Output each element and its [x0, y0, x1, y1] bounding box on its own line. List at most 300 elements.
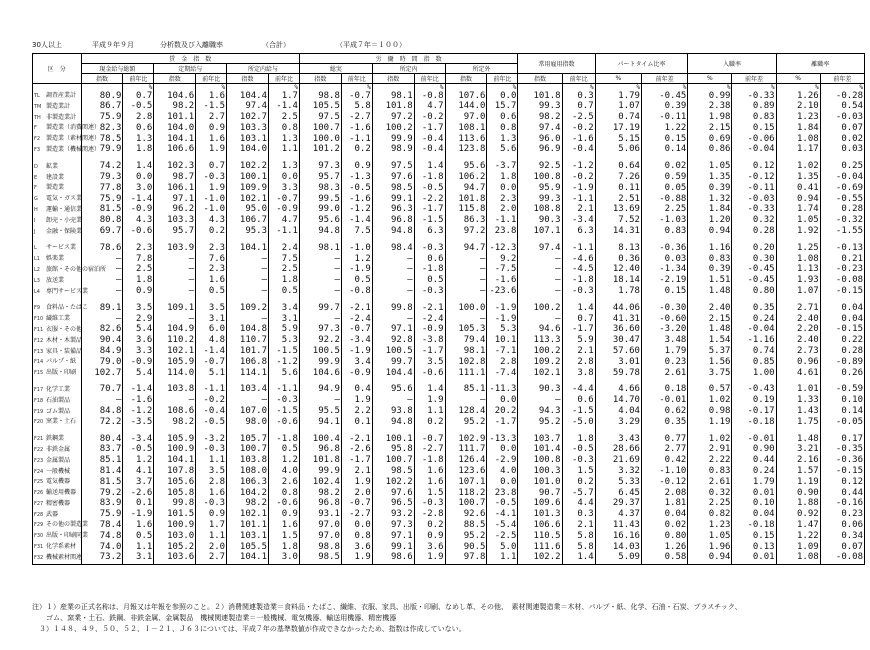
- value-cell: 98.2: [154, 417, 196, 428]
- table-row: [33, 477, 865, 488]
- industry-name: 精密機器: [46, 499, 71, 507]
- value-cell: 0.04: [732, 510, 776, 521]
- value-cell: 104.1: [154, 134, 196, 145]
- value-cell: 3.3: [123, 347, 154, 358]
- value-cell: -0.9: [123, 357, 154, 368]
- value-cell: -0.5: [562, 445, 595, 456]
- value-cell: 102.1: [227, 194, 269, 205]
- value-cell: 97.5: [299, 113, 341, 124]
- value-cell: 3.4: [269, 303, 300, 314]
- value-cell: –: [445, 396, 487, 407]
- value-cell: 99.3: [518, 102, 562, 113]
- value-cell: –: [227, 265, 269, 276]
- value-cell: –: [372, 254, 414, 265]
- value-cell: -1.1: [487, 216, 518, 227]
- value-cell: 2.8: [123, 113, 154, 124]
- value-cell: 0.3: [562, 510, 595, 521]
- industry-name: サービス業: [46, 244, 77, 252]
- value-cell: 16.16: [595, 531, 641, 542]
- value-cell: 2.7: [196, 113, 227, 124]
- table-row: [33, 456, 865, 467]
- value-cell: –: [299, 254, 341, 265]
- value-cell: –: [81, 314, 123, 325]
- value-cell: 0.0: [487, 183, 518, 194]
- value-cell: 0.9: [196, 510, 227, 521]
- value-cell: 0.1: [341, 417, 372, 428]
- value-cell: 0.39: [688, 183, 732, 194]
- table-row: [33, 145, 865, 156]
- row-label: [33, 499, 82, 510]
- value-cell: 8.13: [595, 243, 641, 254]
- industry-code: F9: [34, 305, 41, 312]
- value-cell: 2.0: [341, 488, 372, 499]
- value-cell: 109.2: [518, 357, 562, 368]
- industry-header: 区 分: [33, 54, 82, 84]
- row-label: [33, 183, 82, 194]
- row-label: [33, 347, 82, 358]
- value-cell: 102.7: [227, 113, 269, 124]
- value-cell: -0.01: [641, 396, 687, 407]
- row-label: [33, 123, 101, 134]
- value-cell: 79.3: [81, 173, 123, 184]
- value-cell: 0.15: [641, 134, 687, 145]
- value-cell: 103.3: [154, 216, 196, 227]
- value-cell: -5.4: [487, 520, 518, 531]
- value-cell: 99.9: [299, 467, 341, 478]
- value-cell: 97.2: [445, 227, 487, 238]
- value-cell: 0.39: [641, 102, 687, 113]
- value-cell: –: [299, 396, 341, 407]
- value-cell: 80.9: [81, 91, 123, 102]
- value-cell: 15.7: [487, 102, 518, 113]
- value-cell: 3.75: [688, 368, 732, 379]
- table-row: [33, 407, 865, 418]
- value-cell: -0.2: [196, 396, 227, 407]
- value-cell: 0.6: [487, 113, 518, 124]
- value-cell: 0.74: [595, 113, 641, 124]
- table-row: [33, 510, 865, 521]
- value-cell: 95.9: [518, 183, 562, 194]
- value-cell: 0.11: [595, 183, 641, 194]
- value-cell: 0.80: [732, 287, 776, 298]
- value-cell: –: [372, 396, 414, 407]
- value-cell: 0.96: [776, 357, 820, 368]
- value-cell: -0.9: [341, 368, 372, 379]
- unit-cell: [81, 84, 123, 92]
- value-cell: 5.6: [269, 368, 300, 379]
- industry-name: 化学系素材: [46, 543, 77, 551]
- value-cell: -2.4: [414, 314, 445, 325]
- value-cell: 0.07: [820, 123, 864, 134]
- unit-cell: %: [123, 84, 154, 92]
- value-cell: 6.3: [562, 227, 595, 238]
- value-cell: -2.8: [414, 510, 445, 521]
- value-cell: -2.5: [487, 531, 518, 542]
- value-cell: 0.9: [123, 287, 154, 298]
- value-cell: 1.20: [688, 216, 732, 227]
- industry-name: 窯業・土石: [46, 418, 77, 426]
- row-label: [33, 531, 89, 542]
- value-cell: 1.54: [688, 336, 732, 347]
- value-cell: –: [518, 314, 562, 325]
- table-row: [33, 216, 865, 227]
- value-cell: 95.7: [154, 227, 196, 238]
- value-cell: 0.14: [820, 407, 864, 418]
- value-cell: 99.5: [299, 194, 341, 205]
- table-row: [33, 134, 865, 145]
- cash-wages-header: 現金給与総額: [81, 64, 154, 74]
- value-cell: 0.36: [595, 254, 641, 265]
- value-cell: 0.77: [641, 434, 687, 445]
- industry-code: F17: [34, 386, 44, 393]
- value-cell: 86.3: [445, 216, 487, 227]
- value-cell: 0.92: [776, 510, 820, 521]
- value-cell: 1.08: [776, 254, 820, 265]
- value-cell: 80.4: [81, 434, 123, 445]
- value-cell: 0.58: [641, 553, 687, 564]
- value-cell: 92.5: [518, 162, 562, 173]
- value-cell: 7.52: [595, 216, 641, 227]
- value-cell: 4.61: [776, 368, 820, 379]
- value-cell: 97.4: [227, 102, 269, 113]
- value-cell: 0.57: [688, 385, 732, 396]
- value-cell: -0.32: [820, 216, 864, 227]
- unit-row: [33, 84, 865, 92]
- industry-code: L4: [34, 288, 40, 295]
- value-cell: 89.1: [81, 303, 123, 314]
- row-label: [33, 417, 82, 428]
- value-cell: 0.25: [820, 162, 864, 173]
- value-cell: 80.8: [81, 216, 123, 227]
- value-cell: -13.3: [487, 434, 518, 445]
- value-cell: -0.3: [196, 499, 227, 510]
- value-cell: 0.05: [641, 183, 687, 194]
- value-cell: -1.8: [414, 265, 445, 276]
- value-cell: -3.4: [123, 434, 154, 445]
- value-cell: 1.01: [776, 385, 820, 396]
- value-cell: 104.4: [227, 91, 269, 102]
- value-cell: -1.0: [196, 194, 227, 205]
- value-cell: 1.22: [776, 531, 820, 542]
- industry-code: L2: [34, 266, 40, 273]
- unit-cell: %: [269, 84, 300, 92]
- column-change-header: 前年比: [562, 74, 595, 84]
- value-cell: -0.55: [820, 194, 864, 205]
- value-cell: –: [227, 314, 269, 325]
- value-cell: 0.9: [414, 531, 445, 542]
- value-cell: 2.25: [688, 499, 732, 510]
- value-cell: 78.4: [81, 520, 123, 531]
- industry-code: F3: [34, 146, 41, 153]
- value-cell: -0.04: [732, 325, 776, 336]
- value-cell: 1.4: [562, 553, 595, 564]
- value-cell: 0.83: [688, 254, 732, 265]
- value-cell: 3.0: [269, 553, 300, 564]
- value-cell: 97.4: [518, 123, 562, 134]
- value-cell: 0.64: [595, 162, 641, 173]
- value-cell: 1.6: [414, 467, 445, 478]
- value-cell: –: [81, 265, 123, 276]
- value-cell: –: [518, 396, 562, 407]
- industry-code: L3: [34, 277, 40, 284]
- value-cell: 93.8: [372, 407, 414, 418]
- value-cell: -0.5: [341, 183, 372, 194]
- table-row: [33, 243, 865, 254]
- value-cell: 3.4: [341, 357, 372, 368]
- value-cell: 0.03: [641, 254, 687, 265]
- table-row: [33, 445, 865, 456]
- value-cell: 1.05: [688, 162, 732, 173]
- value-cell: 1.43: [776, 407, 820, 418]
- value-cell: 0.7: [562, 314, 595, 325]
- value-cell: 5.8: [341, 102, 372, 113]
- value-cell: –: [81, 287, 123, 298]
- industry-name: 電気・ガス業: [46, 195, 83, 203]
- value-cell: 5.1: [196, 368, 227, 379]
- value-cell: 97.3: [299, 162, 341, 173]
- value-cell: 1.13: [776, 265, 820, 276]
- value-cell: -1.9: [123, 510, 154, 521]
- value-cell: 1.48: [776, 434, 820, 445]
- value-cell: 79.9: [81, 145, 123, 156]
- industry-name: 石油製品: [46, 396, 71, 404]
- value-cell: 0.0: [341, 520, 372, 531]
- table-row: [33, 467, 865, 478]
- value-cell: 101.2: [299, 145, 341, 156]
- value-cell: 115.8: [445, 205, 487, 216]
- value-cell: -1.55: [820, 227, 864, 238]
- value-cell: 2.73: [776, 347, 820, 358]
- value-cell: 2.40: [776, 314, 820, 325]
- value-cell: -4.1: [487, 510, 518, 521]
- table-row: [33, 336, 865, 347]
- value-cell: 2.3: [487, 194, 518, 205]
- value-cell: 1.1: [414, 407, 445, 418]
- value-cell: 0.12: [820, 477, 864, 488]
- row-label: [33, 162, 82, 173]
- value-cell: 2.51: [595, 194, 641, 205]
- value-cell: 101.3: [518, 510, 562, 521]
- base-year: （平成７年＝１００）: [336, 41, 406, 49]
- value-cell: 1.25: [776, 243, 820, 254]
- value-cell: 97.6: [372, 173, 414, 184]
- value-cell: 1.00: [732, 368, 776, 379]
- value-cell: 99.7: [372, 357, 414, 368]
- value-cell: -1.7: [414, 123, 445, 134]
- row-label: [33, 434, 82, 445]
- value-cell: 2.7: [196, 553, 227, 564]
- value-cell: 0.0: [487, 396, 518, 407]
- value-cell: 90.3: [518, 385, 562, 396]
- value-cell: -1.9: [562, 183, 595, 194]
- industry-name: 放送業: [46, 276, 65, 284]
- value-cell: 0.04: [820, 314, 864, 325]
- value-cell: 0.18: [641, 385, 687, 396]
- column-index-header: 指数: [445, 74, 487, 84]
- value-cell: 3.5: [123, 303, 154, 314]
- value-cell: 100.3: [518, 467, 562, 478]
- value-cell: 98.1: [372, 91, 414, 102]
- value-cell: 0.04: [641, 510, 687, 521]
- table-row: [33, 520, 865, 531]
- value-cell: -0.4: [414, 145, 445, 156]
- value-cell: -0.15: [820, 287, 864, 298]
- survey-date: 平成９年９月: [92, 41, 134, 49]
- value-cell: 3.3: [269, 183, 300, 194]
- value-cell: 108.6: [154, 407, 196, 418]
- value-cell: 1.8: [269, 276, 300, 287]
- value-cell: 128.4: [445, 407, 487, 418]
- value-cell: 0.21: [820, 254, 864, 265]
- value-cell: 98.7: [154, 173, 196, 184]
- value-cell: 101.7: [227, 347, 269, 358]
- value-cell: 1.5: [562, 467, 595, 478]
- value-cell: 1.84: [688, 205, 732, 216]
- value-cell: -1.2: [269, 357, 300, 368]
- industry-code: I: [34, 217, 36, 224]
- value-cell: 123.6: [445, 467, 487, 478]
- value-cell: 109.1: [154, 303, 196, 314]
- value-cell: -1.8: [414, 173, 445, 184]
- value-cell: 7.8: [123, 254, 154, 265]
- industry-name: 出版・印刷: [46, 369, 77, 377]
- value-cell: 95.6: [445, 162, 487, 173]
- value-cell: 3.6: [414, 542, 445, 553]
- value-cell: 1.1: [269, 145, 300, 156]
- value-cell: 98.3: [299, 183, 341, 194]
- value-cell: 0.6: [562, 396, 595, 407]
- value-cell: –: [81, 276, 123, 287]
- industry-code: F15: [34, 370, 44, 377]
- value-cell: 5.09: [595, 553, 641, 564]
- value-cell: –: [445, 265, 487, 276]
- unit-cell: [518, 84, 562, 92]
- value-cell: 99.1: [372, 542, 414, 553]
- value-cell: 0.82: [688, 510, 732, 521]
- value-cell: 0.01: [732, 553, 776, 564]
- value-cell: 107.1: [518, 227, 562, 238]
- value-cell: 3.21: [776, 445, 820, 456]
- industry-name: 木材・木製品: [46, 336, 83, 344]
- value-cell: 0.90: [732, 445, 776, 456]
- value-cell: 77.8: [81, 183, 123, 194]
- value-cell: 97.3: [299, 325, 341, 336]
- value-cell: 0.35: [732, 303, 776, 314]
- value-cell: 90.3: [518, 216, 562, 227]
- value-cell: 14.03: [595, 542, 641, 553]
- unit-cell: %: [688, 84, 732, 92]
- value-cell: 57.60: [595, 347, 641, 358]
- value-cell: -1.0: [196, 205, 227, 216]
- value-cell: –: [518, 287, 562, 298]
- row-label: [33, 357, 82, 368]
- scheduled-wages-header: 所定内給与: [227, 64, 300, 74]
- value-cell: 101.8: [445, 194, 487, 205]
- value-cell: 98.5: [299, 553, 341, 564]
- value-cell: 2.1: [562, 205, 595, 216]
- value-cell: 0.28: [820, 347, 864, 358]
- value-cell: -0.30: [641, 303, 687, 314]
- value-cell: 101.8: [372, 102, 414, 113]
- value-cell: 23.8: [487, 227, 518, 238]
- value-cell: 5.33: [595, 477, 641, 488]
- value-cell: -2.6: [123, 488, 154, 499]
- value-cell: 1.93: [776, 276, 820, 287]
- industry-code: F23: [34, 457, 44, 464]
- value-cell: 86.7: [81, 102, 123, 113]
- value-cell: 104.1: [227, 553, 269, 564]
- industry-code: F20: [34, 419, 44, 426]
- value-cell: 3.32: [595, 467, 641, 478]
- value-cell: 101.8: [518, 91, 562, 102]
- value-cell: 95.6: [299, 216, 341, 227]
- value-cell: -0.6: [123, 227, 154, 238]
- table-row: [33, 417, 865, 428]
- value-cell: 108.1: [445, 123, 487, 134]
- value-cell: 100.0: [445, 303, 487, 314]
- value-cell: –: [154, 276, 196, 287]
- value-cell: 1.3: [269, 134, 300, 145]
- hours-group-header: 労 働 時 間 指 数: [299, 54, 517, 64]
- value-cell: -1.4: [269, 102, 300, 113]
- value-cell: -1.7: [414, 205, 445, 216]
- row-label: [33, 396, 82, 407]
- row-label: [33, 542, 82, 553]
- value-cell: 101.5: [154, 510, 196, 521]
- value-cell: 4.3: [123, 216, 154, 227]
- industry-code: L: [34, 245, 37, 252]
- industry-name: 製造業（消費関連）: [46, 124, 101, 132]
- value-cell: -0.9: [269, 205, 300, 216]
- value-cell: 100.4: [299, 434, 341, 445]
- value-cell: –: [372, 265, 414, 276]
- row-label: [33, 553, 82, 564]
- value-cell: 0.5: [414, 276, 445, 287]
- value-cell: 3.1: [269, 314, 300, 325]
- value-cell: 1.17: [776, 145, 820, 156]
- column-index-header: %: [776, 74, 820, 84]
- value-cell: 13.69: [595, 205, 641, 216]
- value-cell: -0.8: [414, 91, 445, 102]
- value-cell: -0.45: [732, 265, 776, 276]
- value-cell: 70.7: [81, 385, 123, 396]
- value-cell: 0.07: [820, 542, 864, 553]
- value-cell: 98.1: [445, 347, 487, 358]
- table-row: [33, 123, 865, 134]
- value-cell: 95.6: [372, 385, 414, 396]
- value-cell: 1.81: [641, 499, 687, 510]
- value-cell: -1.8: [414, 456, 445, 467]
- value-cell: 0.83: [641, 227, 687, 238]
- value-cell: -1.9: [487, 303, 518, 314]
- value-cell: 1.6: [196, 91, 227, 102]
- value-cell: 1.1: [123, 542, 154, 553]
- row-label: [33, 520, 89, 531]
- value-cell: 3.29: [595, 417, 641, 428]
- value-cell: -0.11: [641, 113, 687, 124]
- value-cell: 0.32: [732, 216, 776, 227]
- value-cell: 0.24: [732, 467, 776, 478]
- value-cell: 74.0: [81, 542, 123, 553]
- unit-cell: %: [595, 84, 641, 92]
- value-cell: -1.34: [641, 265, 687, 276]
- value-cell: 106.1: [154, 183, 196, 194]
- value-cell: –: [299, 276, 341, 287]
- value-cell: 94.8: [372, 417, 414, 428]
- value-cell: 100.7: [299, 123, 341, 134]
- value-cell: -0.05: [820, 417, 864, 428]
- value-cell: 1.05: [776, 216, 820, 227]
